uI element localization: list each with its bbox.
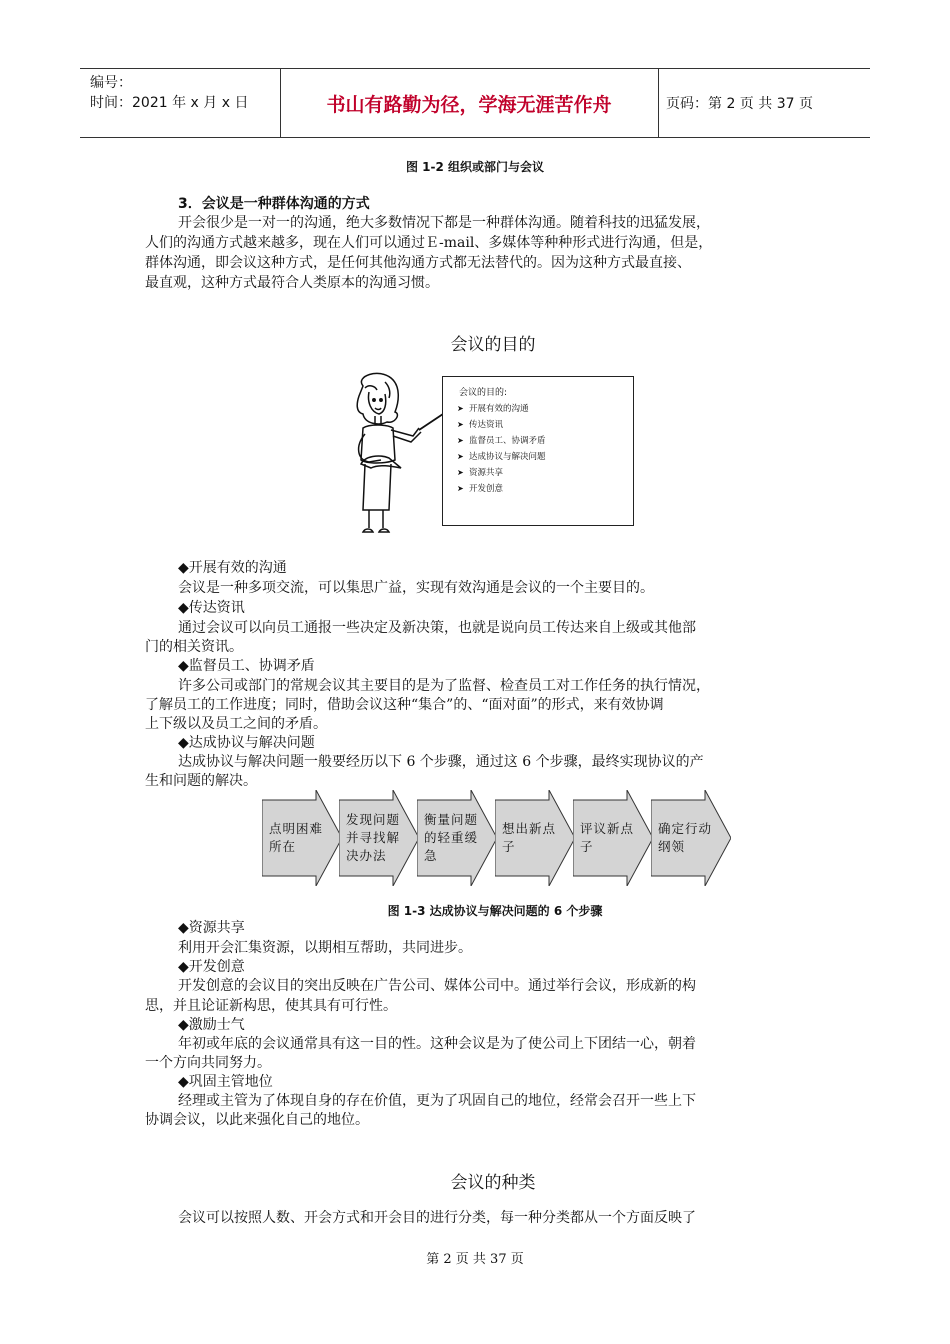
process-step	[573, 790, 653, 886]
page-header	[80, 68, 870, 138]
types-intro-line: 会议可以按照人数、开会方式和开会目的进行分类，每一种分类都从一个方面反映了	[178, 1210, 696, 1226]
header-motto: 书山有路勤为径，学海无涯苦作舟	[326, 93, 612, 116]
point-text-line: 思，并且论证新构思，使其具有可行性。	[145, 998, 397, 1014]
point-text-line: 协调会议，以此来强化自己的地位。	[145, 1112, 369, 1128]
section-3-line-3: 群体沟通，即会议这种方式，是任何其他沟通方式都无法替代的。因为这种方式最直接、	[145, 255, 691, 271]
slide-item: ➤ 监督员工、协调矛盾	[457, 433, 546, 449]
point-title-communication: ◆开展有效的沟通	[178, 560, 287, 576]
process-step	[495, 790, 575, 886]
point-text-line: 利用开会汇集资源，以期相互帮助，共同进步。	[178, 940, 472, 956]
header-meta	[90, 73, 248, 113]
header-page-info: 页码：第 2 页 共 37 页	[666, 96, 813, 112]
section-3-line-4: 最直观，这种方式最符合人类原本的沟通习惯。	[145, 275, 439, 291]
figure-1-3-caption: 图 1-3 达成协议与解决问题的 6 个步骤	[387, 904, 603, 918]
purpose-title: 会议的目的	[450, 335, 536, 355]
arrow-bullet-icon: ➤	[457, 436, 464, 445]
slide-item: ➤ 开展有效的沟通	[457, 401, 546, 417]
point-text-line: 年初或年底的会议通常具有这一目的性。这种会议是为了使公司上下团结一心，朝着	[178, 1036, 696, 1052]
point-text-line: 生和问题的解决。	[145, 773, 257, 789]
point-title-agreement: ◆达成协议与解决问题	[178, 735, 315, 751]
section-3-line-2: 人们的沟通方式越来越多，现在人们可以通过Ｅ-mail、多媒体等种种形式进行沟通，但是，	[145, 235, 713, 251]
section-3-heading: 3．会议是一种群体沟通的方式	[178, 196, 370, 212]
process-step	[339, 790, 419, 886]
process-step	[262, 790, 342, 886]
point-text-line: 经理或主管为了体现自身的存在价值，更为了巩固自己的地位，经常会召开一些上下	[178, 1093, 696, 1109]
process-step	[417, 790, 497, 886]
figure-1-2-caption: 图 1-2 组织或部门与会议	[405, 160, 545, 174]
point-text-line: 开发创意的会议目的突出反映在广告公司、媒体公司中。通过举行会议，形成新的构	[178, 978, 696, 994]
process-step-label: 衡量问题的轻重缓急	[424, 812, 479, 863]
process-step-label: 点明困难所在	[269, 821, 324, 854]
process-step-label: 发现问题并寻找解决办法	[346, 812, 401, 863]
arrow-bullet-icon: ➤	[457, 404, 464, 413]
point-text-line: 一个方向共同努力。	[145, 1055, 271, 1071]
arrow-bullet-icon: ➤	[457, 420, 464, 429]
point-text-line: 会议是一种多项交流，可以集思广益，实现有效沟通是会议的一个主要目的。	[178, 580, 654, 596]
point-title-authority: ◆巩固主管地位	[178, 1074, 273, 1090]
process-step-label: 确定行动纲领	[658, 821, 713, 854]
header-number-label: 编号：	[90, 75, 132, 91]
arrow-bullet-icon: ➤	[457, 452, 464, 461]
point-title-creativity: ◆开发创意	[178, 959, 245, 975]
point-text-line: 许多公司或部门的常规会议其主要目的是为了监督、检查员工对工作任务的执行情况，	[178, 678, 710, 694]
point-text-line: 了解员工的工作进度；同时，借助会议这种“集合”的、“面对面”的形式，来有效协调	[145, 697, 664, 713]
arrow-bullet-icon: ➤	[457, 468, 464, 477]
point-text-line: 门的相关资讯。	[145, 639, 243, 655]
header-time-label: 时间：2021 年 x 月 x 日	[90, 95, 249, 111]
slide-list	[457, 401, 546, 497]
slide-item: ➤ 达成协议与解决问题	[457, 449, 546, 465]
point-text-line: 通过会议可以向员工通报一些决定及新决策，也就是说向员工传达来自上级或其他部	[178, 620, 696, 636]
process-step-label: 想出新点子	[502, 821, 557, 854]
slide-title: 会议的目的:	[459, 388, 508, 398]
process-step	[651, 790, 731, 886]
point-title-supervise: ◆监督员工、协调矛盾	[178, 658, 315, 674]
slide-item: ➤ 传达资讯	[457, 417, 546, 433]
point-text-line: 达成协议与解决问题一般要经历以下 6 个步骤，通过这 6 个步骤，最终实现协议的产	[178, 754, 704, 770]
point-title-morale: ◆激励士气	[178, 1017, 245, 1033]
section-3-line-1: 开会很少是一对一的沟通，绝大多数情况下都是一种群体沟通。随着科技的迅猛发展，	[178, 215, 710, 231]
arrow-bullet-icon: ➤	[457, 484, 464, 493]
slide-item: ➤ 开发创意	[457, 481, 546, 497]
presenter-illustration	[335, 368, 447, 538]
point-title-info: ◆传达资讯	[178, 600, 245, 616]
point-text-line: 上下级以及员工之间的矛盾。	[145, 716, 327, 732]
page-footer: 第 2 页 共 37 页	[426, 1252, 524, 1267]
process-step-label: 评议新点子	[580, 821, 635, 854]
types-title: 会议的种类	[450, 1173, 536, 1193]
slide-item: ➤ 资源共享	[457, 465, 546, 481]
purpose-slide	[442, 376, 634, 526]
point-title-resources: ◆资源共享	[178, 920, 245, 936]
